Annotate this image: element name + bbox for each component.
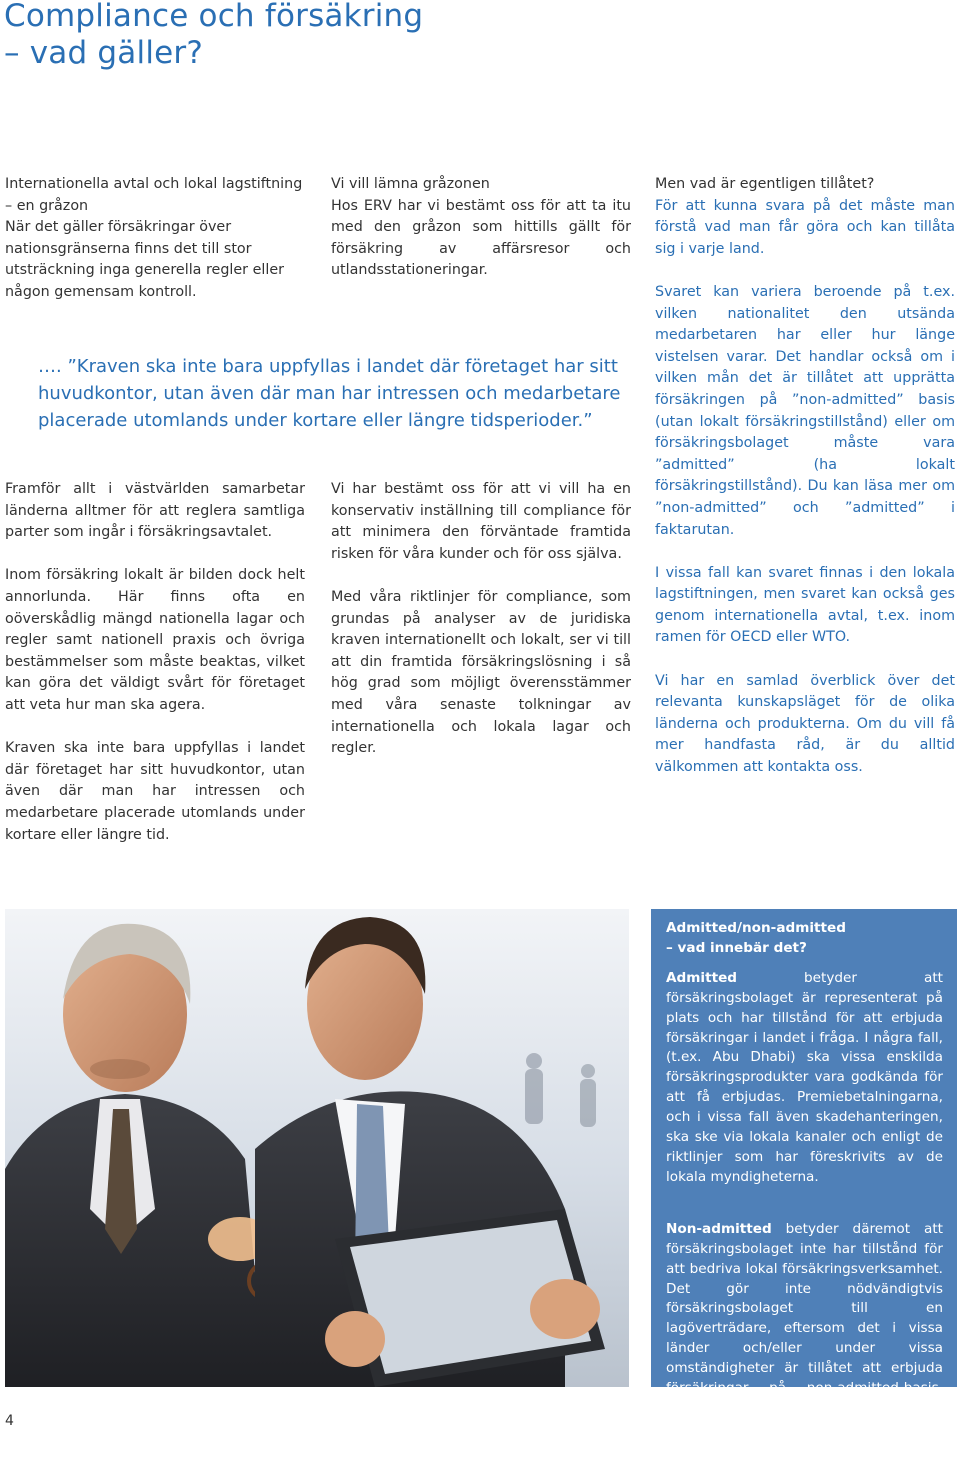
- body-text-blue: Vi har en samlad överblick över det relevanta kunskapsläget för de olika länderna och produkterna. Om du vill få mer handfasta råd, är du alltid välkommen att kontakta oss.: [655, 672, 955, 776]
- intro-column-2: [331, 174, 631, 304]
- body-text-blue: Svaret kan variera beroende på t.ex. vilken nationalitet den utsända medarbetaren har eller hur länge vistelsen varar. Det handlar också om i vilken mån det är tillåtet att upprätta försäkringen på ”non-admitted” basis (utan lokalt försäkringstillstånd) eller om försäkringsbolaget måste vara ”admitted” (ha lokalt försäkringstillstånd). Du kan läsa mer om ”non-admitted” och ”admitted” i faktarutan.: [655, 283, 955, 538]
- body-text: Hos ERV har vi bestämt oss för att ta itu med den gråzon som hittills gällt för försäkring av affärsresor och utlandsstationeringar.: [331, 197, 631, 279]
- body-column-2: [331, 479, 631, 781]
- intro-column-1: [5, 174, 305, 325]
- body-text-blue: För att kunna svara på det måste man förstå vad man får göra och kan tillåta sig i varje land.: [655, 197, 955, 257]
- body-text: Framför allt i västvärlden samarbetar länderna alltmer för att reglera samtliga parter som ingår i försäkringsavtalet.: [5, 481, 305, 541]
- photo-two-businessmen-tablet: [5, 909, 629, 1387]
- section-heading-leave-grayzone: Vi vill lämna gråzonen: [331, 176, 490, 192]
- column-3: [655, 174, 955, 800]
- term-admitted: Admitted: [666, 969, 738, 986]
- body-text: När det gäller försäkringar över nationsgränserna finns det till stor utsträckning inga generella regler eller någon gemensam kontroll.: [5, 219, 285, 300]
- section-subheading-grayzone: – en gråzon: [5, 197, 89, 214]
- body-column-1: [5, 479, 305, 868]
- section-heading-allowed: Men vad är egentligen tillåtet?: [655, 176, 875, 192]
- body-text: Vi har bestämt oss för att vi vill ha en konservativ inställning till compliance för att minimera den förväntade framtida risken för våra kunder och för oss själva.: [331, 481, 631, 562]
- factbox-heading-line-1: Admitted/non-admitted: [666, 920, 846, 936]
- body-text: Inom försäkring lokalt är bilden dock helt annorlunda. Här finns ofta en oöverskådlig mängd nationella lagar och regler samt nationell praxis och övriga bestämmelser som måste beaktas, vilket kan göra det väldigt svårt för företaget att veta hur man ska agera.: [5, 567, 305, 713]
- factbox-paragraph-non-admitted: [666, 1220, 943, 1459]
- body-text-blue: I vissa fall kan svaret finnas i den lokala lagstiftningen, men svaret kan också ges genom internationella avtal, t.ex. inom ramen för OECD eller WTO.: [655, 564, 955, 646]
- factbox-paragraph-admitted: [666, 969, 943, 1188]
- title-line-1: Compliance och försäkring: [4, 0, 424, 34]
- factbox-heading-line-2: – vad innebär det?: [666, 939, 807, 956]
- definition-non-admitted: betyder däremot att försäkringsbolaget inte har tillstånd för att bedriva lokal försäkringsverksamhet. Det gör inte nödvändigtvis försäkringsbolaget till en lagöverträdare, eftersom det i vissa länder och/eller under vissa omständigheter är tillåtet att erbjuda försäkringar på non-admitted-basis. Men det finns också länder där det är olagligt att erbjuda försäkringar utan tillstånd.: [666, 1220, 943, 1456]
- pull-quote: …. ”Kraven ska inte bara uppfyllas i landet där företaget har sitt huvudkontor, utan även där man har intressen och medarbetare placerade utomlands under kortare eller längre tidsperioder.”: [38, 356, 621, 431]
- page-number: 4: [5, 1413, 14, 1429]
- body-text: Med våra riktlinjer för compliance, som grundas på analyser av de juridiska kraven internationellt och lokalt, ser vi till att din framtida försäkringslösning i så hög grad som möjligt överensstämmer med våra senaste tolkningar av internationella och lokala lagar och regler.: [331, 588, 631, 757]
- definition-admitted: betyder att försäkringsbolaget är representerat på plats och har tillstånd för att erbjuda försäkringar i landet i fråga. I några fall, (t.ex. Abu Dhabi) ska vissa enskilda försäkringsprodukter vara godkända för att få erbjudas. Premiebetalningarna, och i vissa fall även skadehanteringen, ska ske via lokala kanaler och enligt de riktlinjer som har föreskrivits av de lokala myndigheterna.: [666, 969, 943, 1185]
- factbox-admitted-non-admitted: [651, 909, 957, 1456]
- page-title: [4, 0, 423, 72]
- body-text: Kraven ska inte bara uppfyllas i landet där företaget har sitt huvudkontor, utan även där man har intressen och medarbetare placerade utomlands under kortare eller längre tid.: [5, 740, 305, 843]
- term-non-admitted: Non-admitted: [666, 1220, 772, 1237]
- title-line-2: – vad gäller?: [4, 35, 203, 71]
- factbox-heading: [666, 919, 943, 959]
- section-heading-grayzone: Internationella avtal och lokal lagstiftning: [5, 176, 303, 192]
